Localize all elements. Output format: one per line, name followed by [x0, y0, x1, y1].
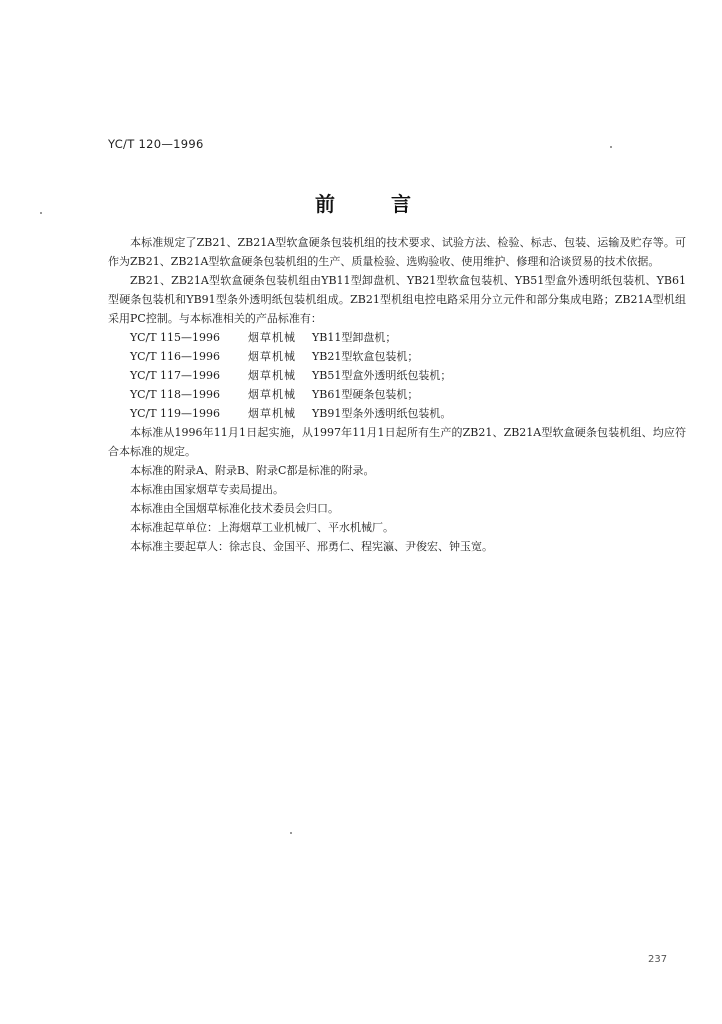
paragraph-appendices: 本标准的附录A、附录B、附录C都是标准的附录。: [130, 464, 375, 477]
standard-item-code: YC/T 118—1996: [130, 388, 221, 401]
page-title: 前言: [315, 192, 467, 216]
paragraph-centralized-by: 本标准由全国烟草标准化技术委员会归口。: [130, 502, 339, 515]
scan-speck: [610, 146, 612, 148]
paragraph-drafting-units: 本标准起草单位：上海烟草工业机械厂、平水机械厂。: [130, 521, 394, 534]
page-number: 237: [648, 954, 668, 965]
related-standard-item: [108, 404, 686, 423]
paragraph-scope: 本标准规定了ZB21、ZB21A型软盒硬条包装机组的技术要求、试验方法、检验、标志、包装、运输及贮存等。可作为ZB21、ZB21A型软盒硬条包装机组的生产、质量检验、选购验收、使用维护、修理和洽谈贸易的技术依据。: [108, 236, 686, 268]
standard-item-title: YB51型盒外透明纸包装机；: [312, 369, 452, 382]
document-body: [108, 233, 686, 556]
standard-item-category: 烟草机械: [248, 388, 296, 401]
related-standards-list: [108, 328, 686, 423]
standard-item-category: 烟草机械: [248, 369, 296, 382]
paragraph-drafters: 本标准主要起草人：徐志良、金国平、邢勇仁、程宪瀛、尹俊宏、钟玉宽。: [130, 540, 493, 553]
standard-item-title: YB61型硬条包装机；: [312, 388, 419, 401]
standard-item-category: 烟草机械: [248, 407, 296, 420]
standard-item-code: YC/T 119—1996: [130, 407, 221, 420]
standard-item-category: 烟草机械: [248, 331, 296, 344]
standard-item-title: YB21型软盒包装机；: [312, 350, 419, 363]
related-standard-item: [108, 385, 686, 404]
standard-item-code: YC/T 117—1996: [130, 369, 221, 382]
paragraph-composition: ZB21、ZB21A型软盒硬条包装机组由YB11型卸盘机、YB21型软盒包装机、YB51型盒外透明纸包装机、YB61型硬条包装机和YB91型条外透明纸包装机组成。ZB21型机组电控电路采用分立元件和部分集成电路；ZB21A型机组采用PC控制。与本标准相关的产品标准有：: [108, 274, 686, 325]
paragraph-proposed-by: 本标准由国家烟草专卖局提出。: [130, 483, 284, 496]
standard-code: YC/T 120—1996: [108, 137, 204, 151]
scan-speck: [290, 832, 292, 834]
standard-item-title: YB11型卸盘机；: [312, 331, 397, 344]
paragraph-effective-date: 本标准从1996年11月1日起实施，从1997年11月1日起所有生产的ZB21、ZB21A型软盒硬条包装机组、均应符合本标准的规定。: [108, 426, 686, 458]
standard-item-code: YC/T 116—1996: [130, 350, 221, 363]
related-standard-item: [108, 366, 686, 385]
related-standard-item: [108, 347, 686, 366]
scan-speck: [40, 212, 42, 214]
standard-item-title: YB91型条外透明纸包装机。: [312, 407, 452, 420]
standard-item-category: 烟草机械: [248, 350, 296, 363]
related-standard-item: [108, 328, 686, 347]
standard-item-code: YC/T 115—1996: [130, 331, 221, 344]
